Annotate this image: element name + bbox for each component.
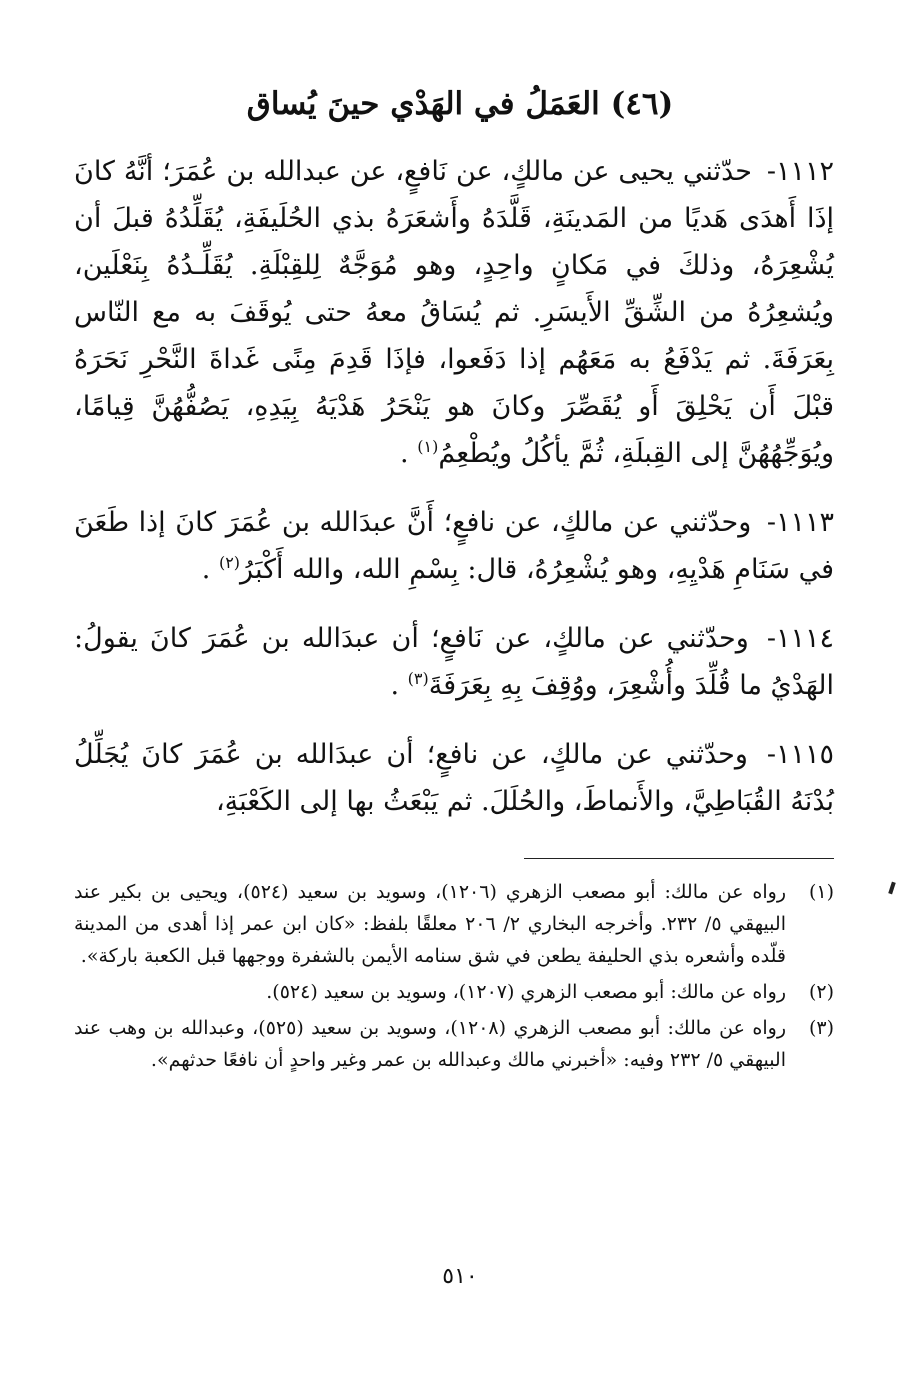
footnote-3 bbox=[74, 1012, 834, 1076]
hadith-number: ١١١٣- bbox=[766, 507, 834, 538]
footnote-number: (١) bbox=[808, 881, 834, 903]
hadith-number: ١١١٤- bbox=[766, 623, 834, 654]
hadith-body bbox=[74, 148, 834, 847]
footnote-text: رواه عن مالك: أبو مصعب الزهري (١٢٠٨)، وسويد بن سعيد (٥٢٥)، وعبدالله بن وهب عند البيهقي ٥/ ٢٣٢ وفيه: «أخبرني مالك وعبدالله بن عمر وغير واحدٍ أن نافعًا حدثهم». bbox=[74, 1017, 786, 1071]
footnote-reference[interactable]: (٢) bbox=[218, 553, 241, 572]
page-edge-mark bbox=[888, 882, 896, 895]
hadith-1115 bbox=[74, 731, 834, 825]
footnote-reference[interactable]: (١) bbox=[417, 437, 439, 456]
footnote-number: (٣) bbox=[808, 1017, 834, 1039]
hadith-text: وحدّثني عن مالكٍ، عن نَافعٍ؛ أن عبدَالله بن عُمَرَ كانَ يقولُ: الهَدْيُ ما قُلِّدَ وأُشْعِرَ، ووُقِفَ بِهِ بِعَرَفَةَ bbox=[74, 623, 834, 701]
hadith-1114 bbox=[74, 615, 834, 709]
hadith-number: ١١١٥- bbox=[766, 739, 834, 770]
footnote-2 bbox=[74, 976, 834, 1008]
footnote-text: رواه عن مالك: أبو مصعب الزهري (١٢٠٦)، وسويد بن سعيد (٥٢٤)، ويحيى بن بكير عند البيهقي ٥/ ٢٣٢. وأخرجه البخاري ٢/ ٢٠٦ معلقًا بلفظ: «كان ابن عمر إذا أهدى من المدينة قلّده وأشعره بذي الحليفة يطعن في شق سنامه الأيمن بالشفرة ووجهها قبل الكعبة باركة». bbox=[74, 881, 786, 967]
hadith-end-mark: . bbox=[201, 554, 211, 585]
chapter-title: (٤٦) العَمَلُ في الهَدْي حينَ يُساق bbox=[246, 86, 674, 122]
footnote-text: رواه عن مالك: أبو مصعب الزهري (١٢٠٧)، وسويد بن سعيد (٥٢٤). bbox=[266, 981, 786, 1003]
footnote-reference[interactable]: (٣) bbox=[407, 669, 429, 688]
footnote-number: (٢) bbox=[808, 981, 834, 1003]
hadith-end-mark: . bbox=[390, 670, 400, 701]
hadith-1112 bbox=[74, 148, 834, 477]
footnote-1 bbox=[74, 876, 834, 972]
hadith-number: ١١١٢- bbox=[766, 156, 834, 187]
page-number: ٥١٠ bbox=[442, 1264, 478, 1289]
hadith-text: حدّثني يحيى عن مالكٍ، عن نَافعٍ، عن عبدالله بن عُمَرَ؛ أنَّهُ كانَ إذَا أَهدَى هَديًا من المَدينَةِ، قَلَّدَهُ وأَشعَرَهُ بذي الحُلَيفَةِ، يُقَلِّدُهُ قبلَ أن يُشْعِرَهُ، وذلكَ في مَكانٍ واحِدٍ، وهو مُوَجَّهٌ لِلقِبْلَةِ. يُقَلِّـدُهُ بِنَعْلَين، ويُشعِرُهُ من الشِّقِّ الأَيسَرِ. ثم يُسَاقُ معهُ حتى يُوقَفَ به مع النّاس بِعَرَفَةَ. ثم يَدْفَعُ به مَعَهُم إذا دَفَعوا، فإذَا قَدِمَ مِنًى غَداةَ النَّحْرِ نَحَرَهُ قبْلَ أَن يَحْلِقَ أَو يُقَصِّرَ وكانَ هو يَنْحَرُ هَدْيَهُ بِيَدِهِ، يَصُفُّهُنَّ قِيامًا، ويُوَجِّهُهُنَّ إلى القِبلَةِ، ثُمَّ يأكُلُ ويُطْعِمُ bbox=[74, 156, 834, 469]
hadith-text: وحدّثني عن مالكٍ، عن نافعٍ؛ أَنَّ عبدَالله بن عُمَرَ كانَ إذا طَعَنَ في سَنَامِ هَدْيِهِ، وهو يُشْعِرُهُ، قال: بِسْمِ الله، والله أَكْبَرُ bbox=[74, 507, 834, 585]
hadith-text: وحدّثني عن مالكٍ، عن نافعٍ؛ أن عبدَالله بن عُمَرَ كانَ يُجَلِّلُ بُدْنَهُ القُبَاطِيَّ، والأَنماطَ، والحُلَلَ. ثم يَبْعَثُ بها إلى الكَعْبَةِ، bbox=[74, 739, 834, 817]
footnotes-section bbox=[74, 876, 834, 1080]
hadith-1113 bbox=[74, 499, 834, 593]
hadith-end-mark: . bbox=[400, 438, 409, 469]
footnote-separator bbox=[524, 858, 834, 859]
